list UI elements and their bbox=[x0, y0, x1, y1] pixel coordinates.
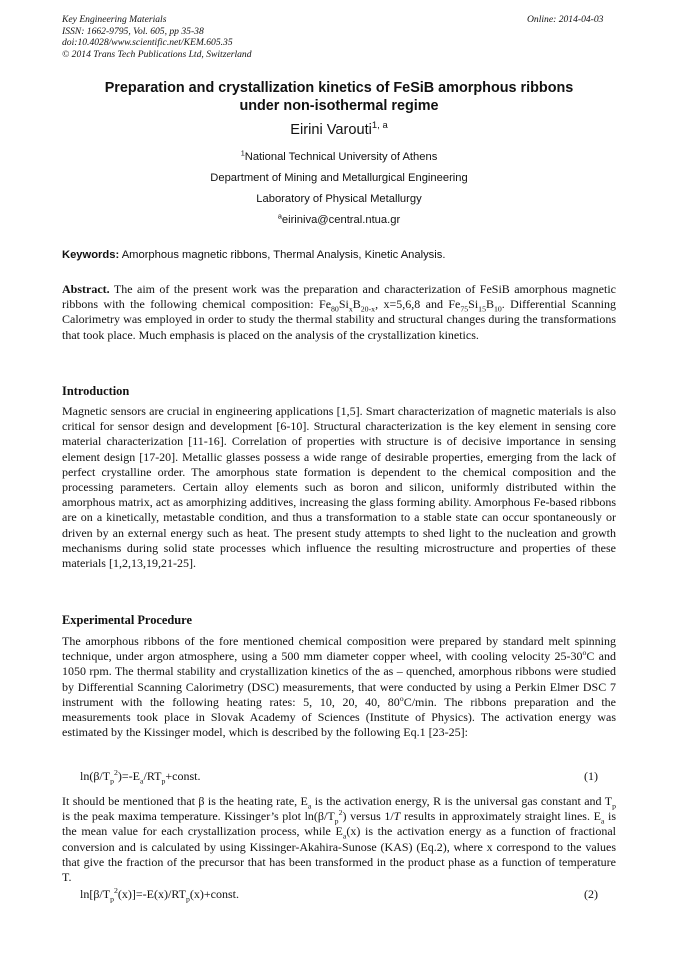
abstract-text: , x=5,6,8 and Fe bbox=[375, 297, 461, 312]
affiliation-lab: Laboratory of Physical Metallurgy bbox=[256, 193, 422, 205]
equation-number: (1) bbox=[584, 769, 598, 783]
subscript: 75 bbox=[460, 304, 469, 314]
affiliation-department: Department of Mining and Metallurgical Engineering bbox=[210, 172, 468, 184]
subscript: a bbox=[342, 831, 347, 841]
subscript: p bbox=[612, 801, 616, 811]
keywords-label: Keywords: bbox=[62, 249, 120, 261]
title-line-2: under non-isothermal regime bbox=[239, 97, 439, 114]
subscript: 10 bbox=[493, 304, 502, 314]
superscript: 2 bbox=[114, 768, 118, 777]
experimental-paragraph-1 bbox=[62, 634, 616, 740]
keywords-text: Amorphous magnetic ribbons, Thermal Analysis, Kinetic Analysis. bbox=[121, 249, 446, 261]
introduction-text: Magnetic sensors are crucial in engineering applications [1,5]. Smart characterization of magnetic materials is also critical for sensor design and development [6-10]. Structural characterization is the key element in sensing core material characterization [11-16]. Correlation of properties with structure is of decisive importance in sensing element design [17-20]. Metallic glasses possess a wide range of desirable properties, emerging from the lack of perfect crystalline order. The amorphous state formation is dependent to the chemical composition and the processing parameters. Certain alloy elements such as boron and silicon, uniformly distributed within the amorphous matrix, act as amorphizing additives, increasing the glass forming ability. Amorphous Fe-based ribbons are on a kinetically, metastable condition, and thus a transformation to a stable state can occur spontaneously or driven by an external energy such as heat. The present study attempts to shed light to the nucleation and growth mechanisms during solid state processes which influence the resulting microstructure and properties of these materials [1,2,13,19,21-25]. bbox=[62, 404, 616, 571]
subscript: p bbox=[161, 776, 166, 786]
subscript: 80 bbox=[331, 304, 339, 314]
paragraph-text: is the mean value for each crystallization process, while E bbox=[62, 809, 616, 839]
abstract bbox=[62, 282, 616, 343]
abstract-text: . Differential Scanning Calorimetry was employed in order to study the thermal stability and structural changes during the transformations that took place. Much emphasis is placed on the analysis of the crystallization kinetics. bbox=[62, 297, 616, 342]
superscript: 2 bbox=[338, 808, 343, 818]
online-date: Online: 2014-04-03 bbox=[527, 14, 604, 25]
paragraph-text: is the activation energy, R is the universal gas constant and T bbox=[311, 794, 613, 808]
paragraph-text: It should be mentioned that β is the heating rate, E bbox=[62, 794, 308, 808]
subscript: a bbox=[307, 801, 312, 811]
subscript: a bbox=[600, 816, 605, 826]
doi-line: doi:10.4028/www.scientific.net/KEM.605.35 bbox=[62, 37, 233, 48]
equation-text: ln[β/T bbox=[80, 887, 111, 901]
journal-header bbox=[62, 14, 252, 60]
keywords bbox=[62, 249, 616, 261]
title-line-1: Preparation and crystallization kinetics of FeSiB amorphous ribbons bbox=[104, 80, 574, 96]
equation-text: (x)]=-E(x)/RT bbox=[117, 887, 186, 901]
abstract-text: The aim of the present work was the preparation and characterization of FeSiB amorphous magnetic ribbons with the following chemical composition: Fe bbox=[62, 282, 616, 312]
author-line bbox=[62, 122, 616, 138]
degree-sup: o bbox=[582, 648, 587, 658]
subscript: a bbox=[140, 776, 144, 786]
paragraph-text: C/min. The ribbons preparation and the measurements took place in Slovak Academy of Sciences (Institute of Physics). The activation energy was estimated by the Kissinger model, which is described by the following Eq.1 [23-25]: bbox=[62, 694, 616, 740]
abstract-text: Si bbox=[338, 297, 349, 312]
paragraph-text: results in approximately straight lines. E bbox=[400, 809, 601, 824]
equation-number: (2) bbox=[584, 887, 598, 901]
affiliation-university bbox=[62, 150, 616, 164]
subscript: p bbox=[185, 894, 190, 904]
subscript: 15 bbox=[478, 304, 486, 314]
abstract-label: Abstract. bbox=[62, 282, 110, 296]
journal-name: Key Engineering Materials bbox=[62, 14, 167, 25]
introduction-heading: Introduction bbox=[62, 384, 130, 398]
email-sup: a bbox=[277, 211, 282, 221]
experimental-heading: Experimental Procedure bbox=[62, 613, 192, 627]
affiliation-sup: 1 bbox=[240, 148, 245, 158]
subscript: p bbox=[334, 816, 339, 826]
equation-text: ln(β/T bbox=[80, 769, 111, 783]
abstract-text: B bbox=[352, 297, 361, 312]
paragraph-text: ) versus 1/ bbox=[342, 809, 394, 824]
italic-variable: T bbox=[393, 809, 401, 824]
experimental-paragraph-2 bbox=[62, 794, 616, 885]
author-name: Eirini Varouti bbox=[290, 122, 372, 138]
subscript: p bbox=[110, 776, 115, 786]
university-name: National Technical University of Athens bbox=[244, 151, 438, 163]
email-text: eiriniva@central.ntua.gr bbox=[281, 214, 401, 226]
paper-title bbox=[62, 80, 616, 115]
paragraph-text: is the peak maxima temperature. Kissinger’s plot ln(β/T bbox=[62, 809, 335, 824]
equation-text: /RT bbox=[143, 769, 162, 783]
abstract-text: B bbox=[485, 297, 494, 312]
equation-text: )=-E bbox=[117, 769, 141, 783]
equation-text: (x)+const. bbox=[189, 887, 239, 901]
paragraph-text: C and 1050 rpm. The thermal stability and crystallization kinetics of the as – quenched, amorphous ribbons were studied by Differential Scanning Calorimetry (DSC) measurements, that were conducted by using a Perkin Elmer DSC 7 instrument with the following heating rates: 5, 10, 20, 40, 80 bbox=[62, 649, 616, 709]
superscript: 2 bbox=[114, 886, 118, 895]
issn-line: ISSN: 1662-9795, Vol. 605, pp 35-38 bbox=[62, 25, 204, 37]
paragraph-text: The amorphous ribbons of the fore mentioned chemical composition were prepared by standard melt spinning technique, under argon atmosphere, using a 500 mm diameter copper wheel, with cooling velocity 25-30 bbox=[62, 634, 616, 664]
abstract-text: Si bbox=[468, 297, 479, 312]
paragraph-text: (x) is the activation energy as a function of fractional conversion and is calculated by using Kissinger-Akahira-Sunose (KAS) (Eq.2), where x correspond to the values that give the fraction of the precursor that has been transformed in the product phase as a function of temperature T. bbox=[62, 824, 616, 885]
subscript: p bbox=[110, 894, 115, 904]
equation-2 bbox=[80, 887, 598, 902]
author-sup: 1, a bbox=[371, 120, 388, 132]
copyright-line: © 2014 Trans Tech Publications Ltd, Switzerland bbox=[62, 48, 252, 60]
equation-text: +const. bbox=[165, 769, 201, 783]
equation-1 bbox=[80, 769, 598, 784]
author-email bbox=[62, 213, 616, 227]
subscript: x bbox=[348, 304, 353, 314]
degree-sup: o bbox=[399, 693, 404, 703]
subscript: 20-x bbox=[360, 304, 376, 314]
